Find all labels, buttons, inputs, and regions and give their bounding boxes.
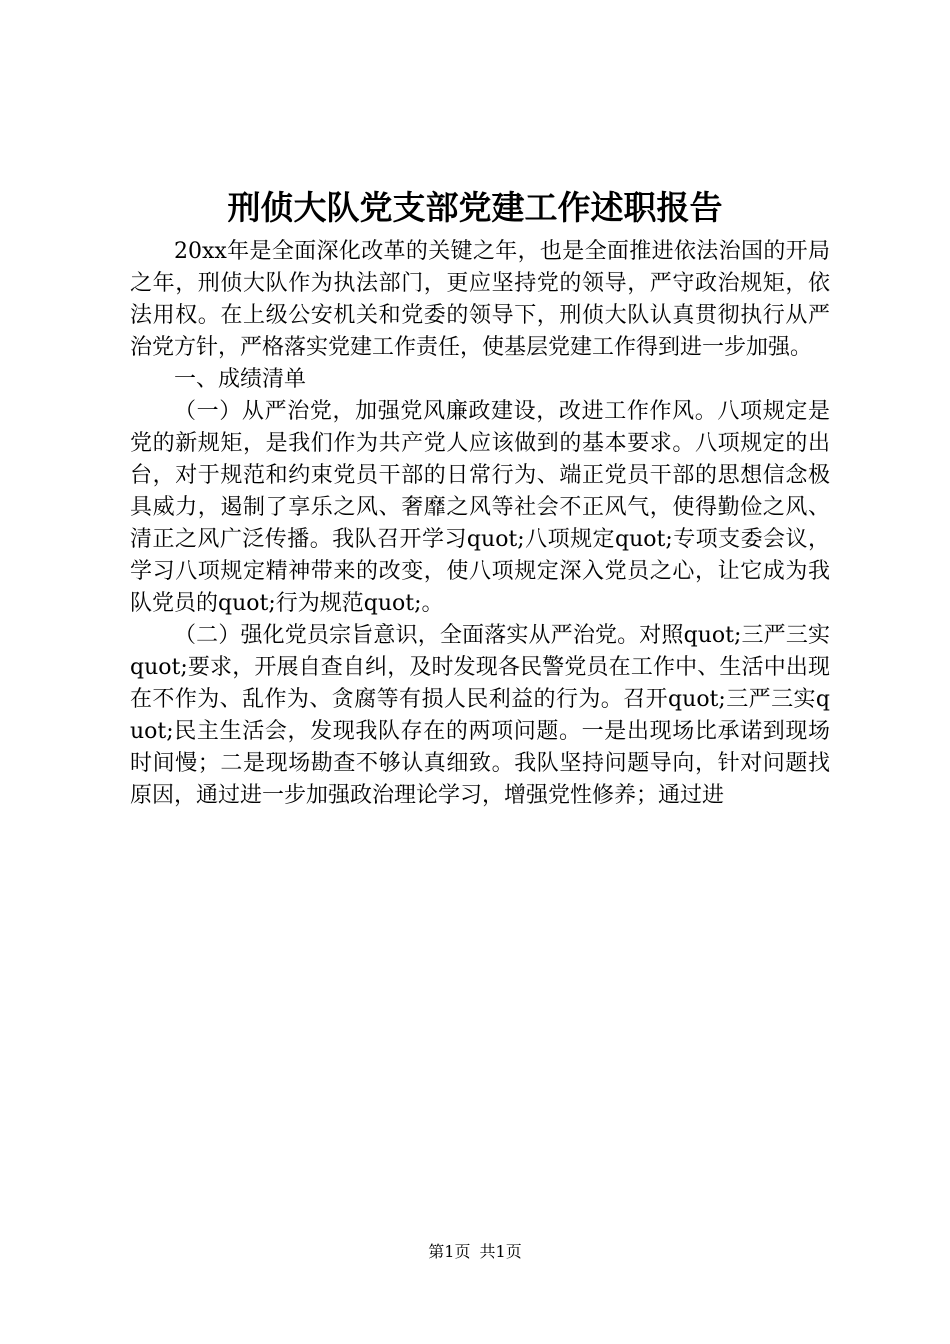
page-total: 共1页 — [479, 1242, 522, 1261]
document-body — [130, 236, 830, 812]
section-heading: 一、成绩清单 — [174, 367, 307, 392]
document-title: 刑侦大队党支部党建工作述职报告 — [227, 188, 723, 227]
intro-paragraph: 20xx年是全面深化改革的关键之年，也是全面推进依法治国的开局之年，刑侦大队作为执法部门，更应坚持党的领导，严守政治规矩，依法用权。在上级公安机关和党委的领导下，刑侦大队认真贯彻执行从严治党方针，严格落实党建工作责任，使基层党建工作得到进一步加强。 — [130, 239, 830, 360]
body-paragraph: （一）从严治党，加强党风廉政建设，改进工作作风。八项规定是党的新规矩，是我们作为共产党人应该做到的基本要求。八项规定的出台，对于规范和约束党员干部的日常行为、端正党员干部的思想信念极具威力，遏制了享乐之风、奢靡之风等社会不正风气，使得勤俭之风、清正之风广泛传播。我队召开学习quot;八项规定quot;专项支委会议，学习八项规定精神带来的改变，使八项规定深入党员之心，让它成为我队党员的quot;行为规范quot;。 — [130, 399, 830, 616]
page-footer — [0, 1240, 950, 1264]
body-paragraph: （二）强化党员宗旨意识，全面落实从严治党。对照quot;三严三实quot;要求，开展自查自纠，及时发现各民警党员在工作中、生活中出现在不作为、乱作为、贪腐等有损人民利益的行为。召开quot;三严三实quot;民主生活会，发现我队存在的两项问题。一是出现场比承诺到现场时间慢；二是现场勘查不够认真细致。我队坚持问题导向，针对问题找原因，通过进一步加强政治理论学习，增强党性修养；通过进 — [130, 623, 830, 808]
page-number: 第1页 — [428, 1242, 471, 1261]
